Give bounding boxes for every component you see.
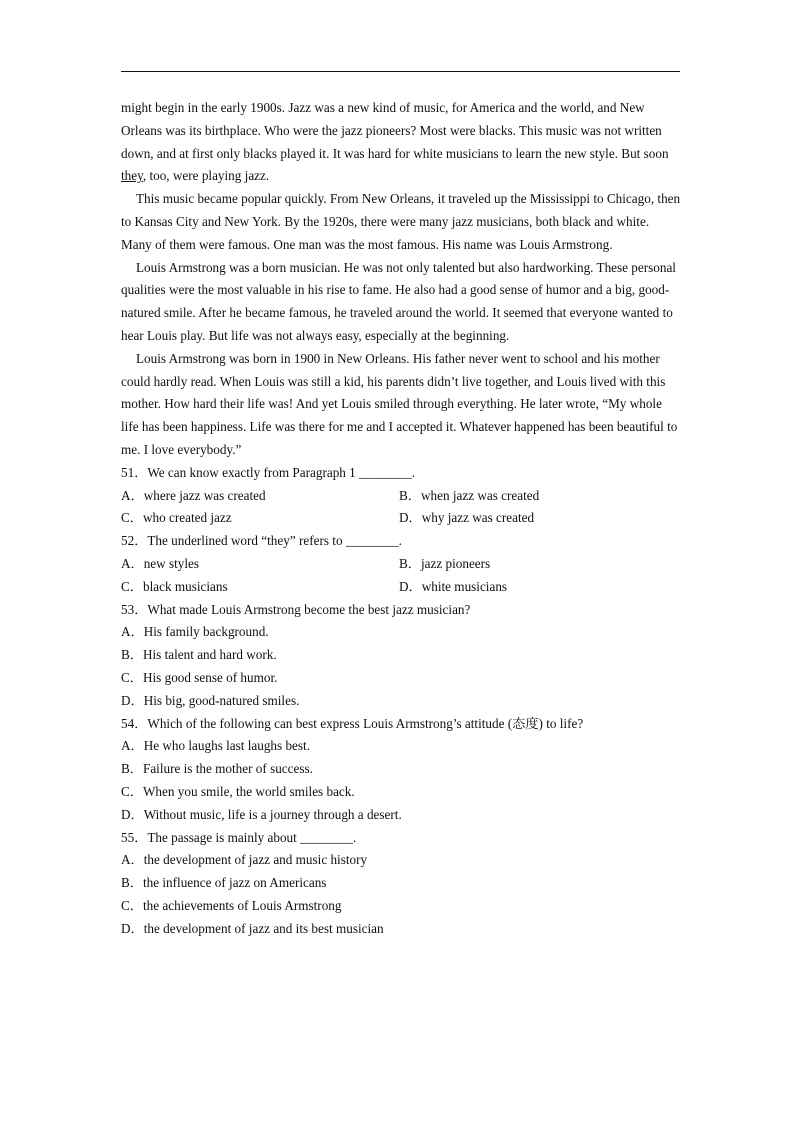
option-54-a: A．He who laughs last laughs best. <box>121 738 310 754</box>
passage-paragraph-1: might begin in the early 1900s. Jazz was a new kind of music, for America and the world, and New Orleans was its birthplace. Who were the jazz pioneers? Most were blacks. This music was not written down, and at first only blacks played it. It was hard for white musicians to learn the new style. But soon they, too, were playing jazz. <box>121 100 669 184</box>
question-55-stem: 55．The passage is mainly about ________. <box>121 829 357 845</box>
question-51-options-row-2 <box>121 507 681 530</box>
passage-paragraph-2: This music became popular quickly. From New Orleans, it traveled up the Mississippi to Chicago, then to Kansas City and New York. By the 1920s, there were many jazz musicians, both black and white. Many of them were famous. One man was the most famous. His name was Louis Armstrong. <box>121 191 681 252</box>
underlined-word: they <box>121 168 143 184</box>
option-54-d: D．Without music, life is a journey through a desert. <box>121 806 402 822</box>
option-52-a: A．new styles <box>121 555 200 571</box>
option-52-c: C．black musicians <box>121 578 228 594</box>
option-51-d: D．why jazz was created <box>399 510 535 526</box>
option-55-c: C．the achievements of Louis Armstrong <box>121 897 342 913</box>
question-53-stem: 53．What made Louis Armstrong become the best jazz musician? <box>121 601 471 617</box>
question-52-options-row-2 <box>121 576 681 599</box>
option-55-b: B．the influence of jazz on Americans <box>121 875 327 891</box>
option-52-d: D．white musicians <box>399 578 508 594</box>
option-55-d: D．the development of jazz and its best musician <box>121 920 384 936</box>
option-51-c: C．who created jazz <box>121 510 232 526</box>
question-51-stem: 51．We can know exactly from Paragraph 1 ________. <box>121 464 416 480</box>
question-52-options-row-1 <box>121 553 681 576</box>
question-54-stem: 54．Which of the following can best express Louis Armstrong’s attitude (态度) to life? <box>121 715 584 731</box>
question-51-options-row-1 <box>121 485 681 508</box>
option-53-d: D．His big, good-natured smiles. <box>121 692 300 708</box>
passage-paragraph-4: Louis Armstrong was born in 1900 in New Orleans. His father never went to school and his mother could hardly read. When Louis was still a kid, his parents didn’t live together, and Louis lived with this mother. How hard their life was! And yet Louis smiled through everything. He later wrote, “My whole life has been happiness. Life was there for me and I accepted it. Whatever happened has been beautiful to me. I love everybody.” <box>121 350 678 457</box>
option-53-c: C．His good sense of humor. <box>121 669 278 685</box>
option-53-b: B．His talent and hard work. <box>121 647 277 663</box>
question-52-stem: 52．The underlined word “they” refers to ________. <box>121 533 402 549</box>
content-area <box>121 97 681 940</box>
option-51-b: B．when jazz was created <box>399 487 540 503</box>
option-54-b: B．Failure is the mother of success. <box>121 761 313 777</box>
header-rule <box>121 71 680 72</box>
passage-paragraph-3: Louis Armstrong was a born musician. He was not only talented but also hardworking. These personal qualities were the most valuable in his rise to fame. He also had a good sense of humor and a big, good-natured smile. After he became famous, he traveled around the world. It seemed that everyone wanted to hear Louis play. But life was not always easy, especially at the beginning. <box>121 259 676 343</box>
option-54-c: C．When you smile, the world smiles back. <box>121 783 355 799</box>
option-55-a: A．the development of jazz and music history <box>121 852 368 868</box>
option-53-a: A．His family background. <box>121 624 269 640</box>
option-52-b: B．jazz pioneers <box>399 555 491 571</box>
option-51-a: A．where jazz was created <box>121 487 266 503</box>
